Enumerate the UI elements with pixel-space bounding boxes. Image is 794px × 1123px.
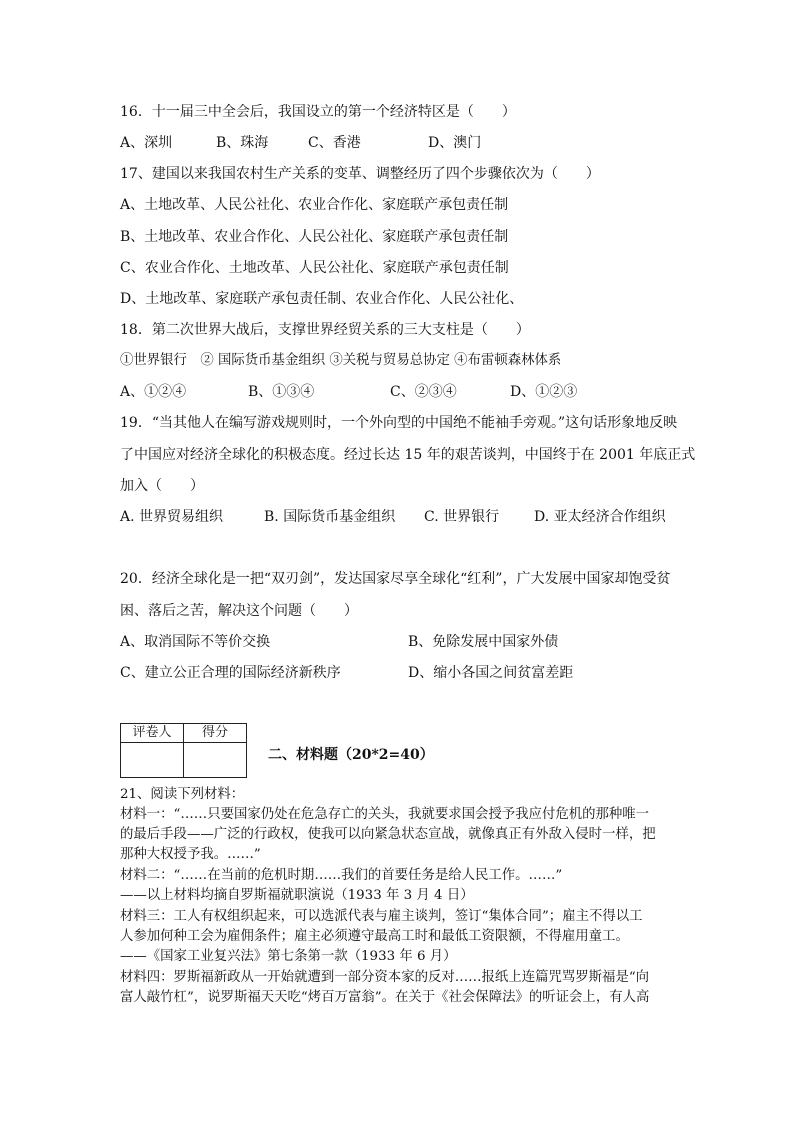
material-line: 的最后手段——广泛的行政权，使我可以向紧急状态宣战，就像真正有外敌入侵时一样，把: [120, 827, 656, 842]
option-c: C、香港: [308, 135, 361, 151]
question-19-line-2: 了中国应对经济全球化的积极态度。经过长达 15 年的艰苦谈判，中国终于在 2001 年底正式: [120, 447, 696, 463]
option-a: A、取消国际不等价交换: [120, 634, 271, 650]
question-20-options-row-2: [120, 664, 680, 682]
question-19-line-3: 加入（ ）: [120, 478, 204, 494]
question-18-items: ①世界银行 ② 国际货币基金组织 ③关税与贸易总协定 ④布雷顿森林体系: [120, 353, 562, 368]
material-source: ——以上材料均摘自罗斯福就职演说（1933 年 3 月 4 日）: [120, 888, 474, 903]
material-line: 富人敲竹杠”，说罗斯福天天吃“烤百万富翁”。在关于《社会保障法》的听证会上，有人高: [120, 990, 650, 1005]
question-19-line-1: 19．“当其他人在编写游戏规则时，一个外向型的中国绝不能袖手旁观。”这句话形象地反映: [120, 415, 678, 431]
option-b: B、①③④: [248, 384, 315, 400]
option-b: B、珠海: [216, 135, 269, 151]
material-line: 材料四：罗斯福新政从一开始就遭到一部分资本家的反对……报纸上连篇咒骂罗斯福是“向: [120, 970, 650, 985]
reviewer-cell: [121, 743, 184, 778]
question-16-options: [120, 134, 680, 152]
question-18: 18．第二次世界大战后，支撑世界经贸关系的三大支柱是（ ）: [120, 322, 530, 338]
question-17: 17、建国以来我国农村生产关系的变革、调整经历了四个步骤依次为（ ）: [120, 166, 600, 182]
option-b: B、免除发展中国家外债: [408, 634, 559, 650]
material-source: ——《国家工业复兴法》第七条第一款（1933 年 6 月）: [120, 949, 457, 964]
score-cell: [184, 743, 247, 778]
section-2-title: 二、材料题（20*2=40）: [268, 747, 434, 763]
option-d: D. 亚太经济合作组织: [534, 509, 666, 525]
option-d: D、土地改革、家庭联产承包责任制、农业合作化、人民公社化、: [120, 291, 524, 307]
material-line: 人参加何种工会为雇佣条件；雇主必须遵守最高工时和最低工资限额，不得雇用童工。: [120, 929, 629, 944]
material-line: 材料二：“……在当前的危机时期……我们的首要任务是给人民工作。……”: [120, 868, 563, 883]
question-20-line-1: 20．经济全球化是一把“双刃剑”，发达国家尽享全球化“红利”，广大发展中国家却饱受贫: [120, 571, 671, 587]
score-header: 得分: [184, 724, 247, 743]
option-c: C、农业合作化、土地改革、人民公社化、家庭联产承包责任制: [120, 260, 509, 276]
option-c: C. 世界银行: [424, 509, 500, 525]
option-a: A、①②④: [120, 384, 187, 400]
material-line: 材料三：工人有权组织起来，可以选派代表与雇主谈判，签订“集体合同”；雇主不得以工: [120, 909, 643, 924]
option-c: C、建立公正合理的国际经济新秩序: [120, 665, 341, 681]
option-b: B、土地改革、农业合作化、人民公社化、家庭联产承包责任制: [120, 229, 509, 245]
question-18-options: [120, 383, 680, 401]
option-a: A、土地改革、人民公社化、农业合作化、家庭联产承包责任制: [120, 197, 509, 213]
reviewer-header: 评卷人: [121, 724, 184, 743]
question-21-intro: 21、阅读下列材料：: [120, 787, 245, 802]
option-b: B. 国际货币基金组织: [264, 509, 396, 525]
question-19-options: [120, 508, 680, 526]
question-20-options-row-1: [120, 633, 680, 651]
material-line: 材料一：“……只要国家仍处在危急存亡的关头，我就要求国会授予我应付危机的那种唯一: [120, 807, 650, 822]
score-table: [120, 723, 247, 778]
option-d: D、澳门: [428, 135, 482, 151]
question-20-line-2: 困、落后之苦，解决这个问题（ ）: [120, 603, 358, 619]
option-a: A. 世界贸易组织: [120, 509, 224, 525]
option-d: D、①②③: [510, 384, 578, 400]
option-d: D、缩小各国之间贫富差距: [408, 665, 574, 681]
option-a: A、深圳: [120, 135, 173, 151]
option-c: C、②③④: [390, 384, 457, 400]
question-16: 16．十一届三中全会后，我国设立的第一个经济特区是（ ）: [120, 104, 516, 120]
material-line: 那种大权授予我。……”: [120, 847, 261, 862]
